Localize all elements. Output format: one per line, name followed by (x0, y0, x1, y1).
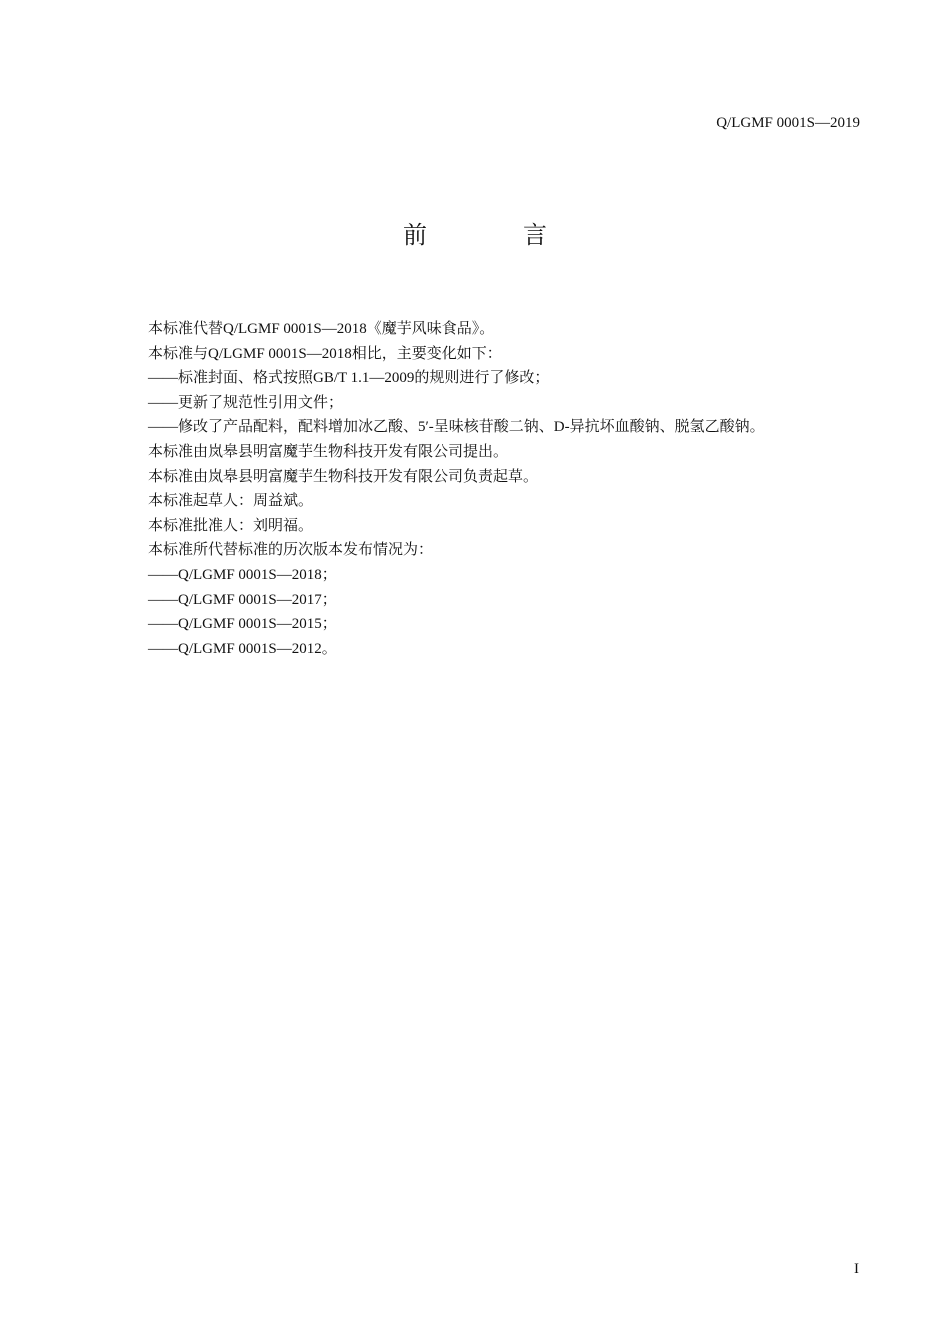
foreword-line: ——更新了规范性引用文件； (148, 394, 344, 411)
foreword-line: 本标准批准人：刘明福。 (148, 517, 314, 534)
foreword-line: ——Q/LGMF 0001S—2018； (148, 566, 337, 583)
page-number: I (854, 1261, 859, 1277)
foreword-line: 本标准起草人：周益斌。 (148, 493, 314, 510)
foreword-line: ——修改了产品配料，配料增加冰乙酸、5′-呈味核苷酸二钠、D-异抗坏血酸钠、脱氢乙酸钠。 (148, 419, 765, 436)
foreword-line: 本标准代替Q/LGMF 0001S—2018《魔芋风味食品》。 (148, 321, 495, 337)
foreword-line: ——标准封面、格式按照GB/T 1.1—2009的规则进行了修改； (148, 370, 550, 387)
foreword-body (148, 317, 868, 661)
foreword-line: 本标准所代替标准的历次版本发布情况为： (148, 542, 434, 559)
foreword-line: ——Q/LGMF 0001S—2015； (148, 616, 337, 633)
document-code: Q/LGMF 0001S—2019 (716, 115, 860, 131)
foreword-line: 本标准与Q/LGMF 0001S—2018相比，主要变化如下： (148, 345, 502, 362)
foreword-line: ——Q/LGMF 0001S—2017； (148, 591, 337, 608)
page-title: 前 言 (403, 221, 583, 249)
foreword-line: ——Q/LGMF 0001S—2012。 (148, 640, 337, 657)
foreword-line: 本标准由岚皋县明富魔芋生物科技开发有限公司负责起草。 (148, 468, 539, 485)
foreword-line: 本标准由岚皋县明富魔芋生物科技开发有限公司提出。 (148, 443, 509, 460)
